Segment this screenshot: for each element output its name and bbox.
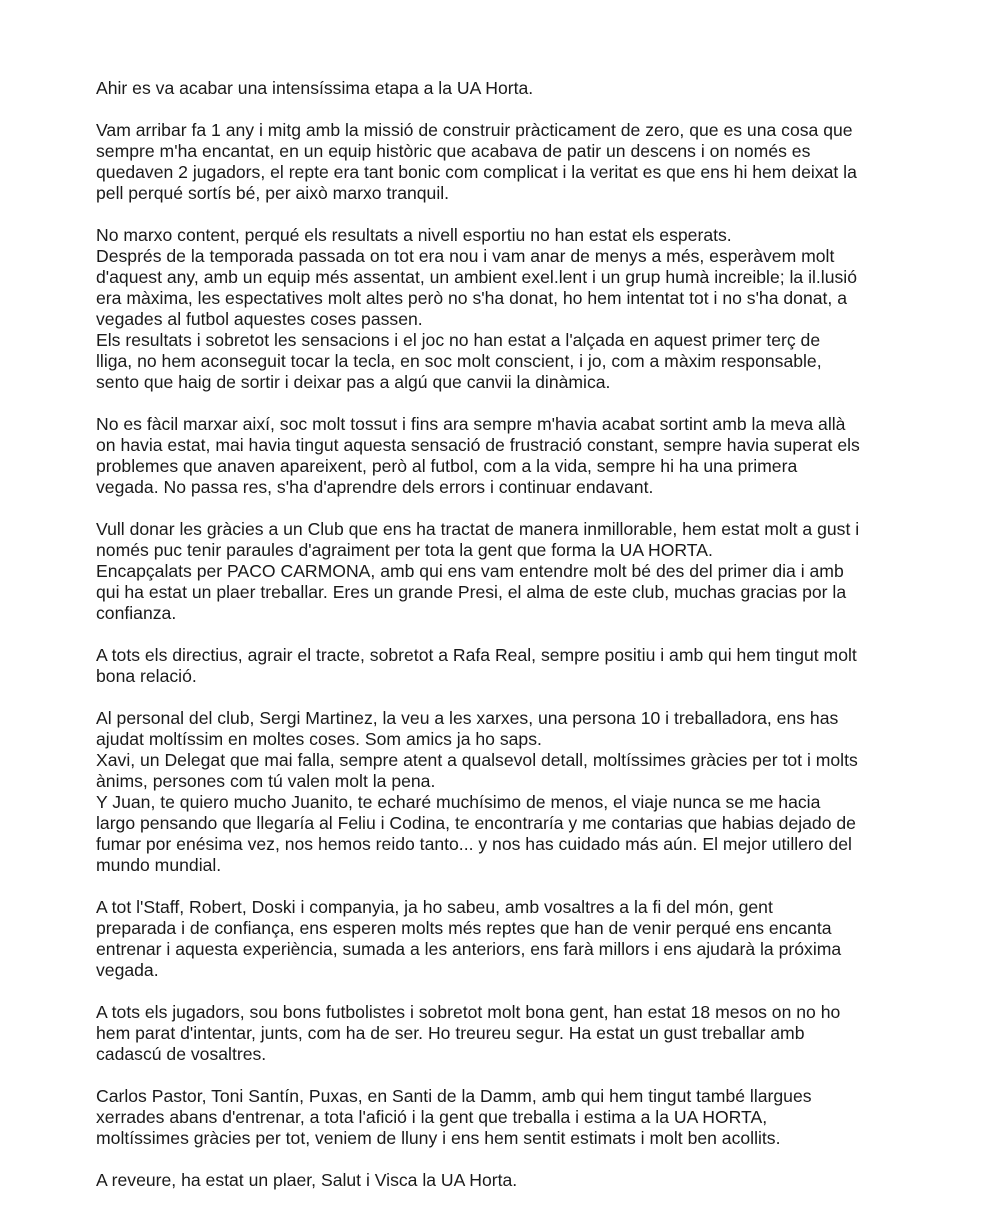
text-line: pell perqué sortís bé, per això marxo tranquil. bbox=[96, 183, 450, 203]
text-line: A tot l'Staff, Robert, Doski i companyia, ja ho sabeu, amb vosaltres a la fi del món, gent bbox=[96, 897, 773, 917]
text-line: A reveure, ha estat un plaer, Salut i Visca la UA Horta. bbox=[96, 1170, 518, 1190]
text-line: Vull donar les gràcies a un Club que ens ha tractat de manera inmillorable, hem estat molt a gust i bbox=[96, 519, 860, 539]
text-line: Al personal del club, Sergi Martinez, la veu a les xarxes, una persona 10 i treballadora, ens has bbox=[96, 708, 839, 728]
text-line: vegades al futbol aquestes coses passen. bbox=[96, 309, 423, 329]
text-line: Vam arribar fa 1 any i mitg amb la missió de construir pràcticament de zero, que es una cosa que bbox=[96, 120, 853, 140]
text-line: cadascú de vosaltres. bbox=[96, 1044, 267, 1064]
text-line: Y Juan, te quiero mucho Juanito, te echaré muchísimo de menos, el viaje nunca se me hacia bbox=[96, 792, 821, 812]
paragraph bbox=[96, 78, 926, 99]
text-line: ànims, persones com tú valen molt la pena. bbox=[96, 771, 436, 791]
paragraph bbox=[96, 708, 926, 876]
text-line: ajudat moltíssim en moltes coses. Som amics ja ho saps. bbox=[96, 729, 542, 749]
text-line: Xavi, un Delegat que mai falla, sempre atent a qualsevol detall, moltíssimes gràcies per tot i molts bbox=[96, 750, 858, 770]
text-line: bona relació. bbox=[96, 666, 197, 686]
text-line: A tots els jugadors, sou bons futbolistes i sobretot molt bona gent, han estat 18 mesos on no ho bbox=[96, 1002, 841, 1022]
text-line: mundo mundial. bbox=[96, 855, 222, 875]
text-line: problemes que anaven apareixent, però al futbol, com a la vida, sempre hi ha una primera bbox=[96, 456, 798, 476]
text-line: Després de la temporada passada on tot era nou i vam anar de menys a més, esperàvem molt bbox=[96, 246, 835, 266]
text-line: sento que haig de sortir i deixar pas a algú que canvii la dinàmica. bbox=[96, 372, 611, 392]
text-line: fumar por enésima vez, nos hemos reido tanto... y nos has cuidado más aún. El mejor utillero del bbox=[96, 834, 852, 854]
text-line: era màxima, les espectatives molt altes però no s'ha donat, ho hem intentat tot i no s'ha donat, a bbox=[96, 288, 847, 308]
text-line: lliga, no hem aconseguit tocar la tecla, en soc molt conscient, i jo, com a màxim responsable, bbox=[96, 351, 822, 371]
paragraph bbox=[96, 1170, 926, 1191]
paragraph bbox=[96, 414, 926, 498]
text-line: d'aquest any, amb un equip més assentat, un ambient exel.lent i un grup humà increible; la il.lusió bbox=[96, 267, 857, 287]
paragraph bbox=[96, 225, 926, 393]
paragraph bbox=[96, 897, 926, 981]
text-line: hem parat d'intentar, junts, com ha de ser. Ho treureu segur. Ha estat un gust treballar amb bbox=[96, 1023, 805, 1043]
text-line: només puc tenir paraules d'agraiment per tota la gent que forma la UA HORTA. bbox=[96, 540, 713, 560]
text-line: Encapçalats per PACO CARMONA, amb qui ens vam entendre molt bé des del primer dia i amb bbox=[96, 561, 844, 581]
text-line: qui ha estat un plaer treballar. Eres un grande Presi, el alma de este club, muchas gracias por la bbox=[96, 582, 847, 602]
text-line: moltíssimes gràcies per tot, veniem de lluny i ens hem sentit estimats i molt ben acollits. bbox=[96, 1128, 781, 1148]
text-line: sempre m'ha encantat, en un equip històric que acabava de patir un descens i on només es bbox=[96, 141, 811, 161]
text-line: xerrades abans d'entrenar, a tota l'afició i la gent que treballa i estima a la UA HORTA, bbox=[96, 1107, 768, 1127]
text-line: confianza. bbox=[96, 603, 177, 623]
paragraph bbox=[96, 120, 926, 204]
text-line: quedaven 2 jugadors, el repte era tant bonic com complicat i la veritat es que ens hi hem deixat la bbox=[96, 162, 857, 182]
text-line: vegada. No passa res, s'ha d'aprendre dels errors i continuar endavant. bbox=[96, 477, 654, 497]
paragraph bbox=[96, 1002, 926, 1065]
text-line: largo pensando que llegaría al Feliu i Codina, te encontraría y me contarias que habias dejado de bbox=[96, 813, 856, 833]
letter-body bbox=[96, 78, 926, 1212]
text-line: A tots els directius, agrair el tracte, sobretot a Rafa Real, sempre positiu i amb qui hem tingut molt bbox=[96, 645, 857, 665]
text-line: Ahir es va acabar una intensíssima etapa a la UA Horta. bbox=[96, 78, 534, 98]
text-line: No marxo content, perqué els resultats a nivell esportiu no han estat els esperats. bbox=[96, 225, 732, 245]
paragraph bbox=[96, 519, 926, 624]
paragraph bbox=[96, 1086, 926, 1149]
paragraph bbox=[96, 645, 926, 687]
text-line: preparada i de confiança, ens esperen molts més reptes que han de venir perqué ens encanta bbox=[96, 918, 832, 938]
text-line: entrenar i aquesta experiència, sumada a les anteriors, ens farà millors i ens ajudarà la próxima bbox=[96, 939, 842, 959]
text-line: on havia estat, mai havia tingut aquesta sensació de frustració constant, sempre havia superat els bbox=[96, 435, 860, 455]
text-line: Els resultats i sobretot les sensacions i el joc no han estat a l'alçada en aquest primer terç de bbox=[96, 330, 821, 350]
text-line: No es fàcil marxar així, soc molt tossut i fins ara sempre m'havia acabat sortint amb la meva allà bbox=[96, 414, 846, 434]
text-line: Carlos Pastor, Toni Santín, Puxas, en Santi de la Damm, amb qui hem tingut també llargues bbox=[96, 1086, 812, 1106]
text-line: vegada. bbox=[96, 960, 159, 980]
